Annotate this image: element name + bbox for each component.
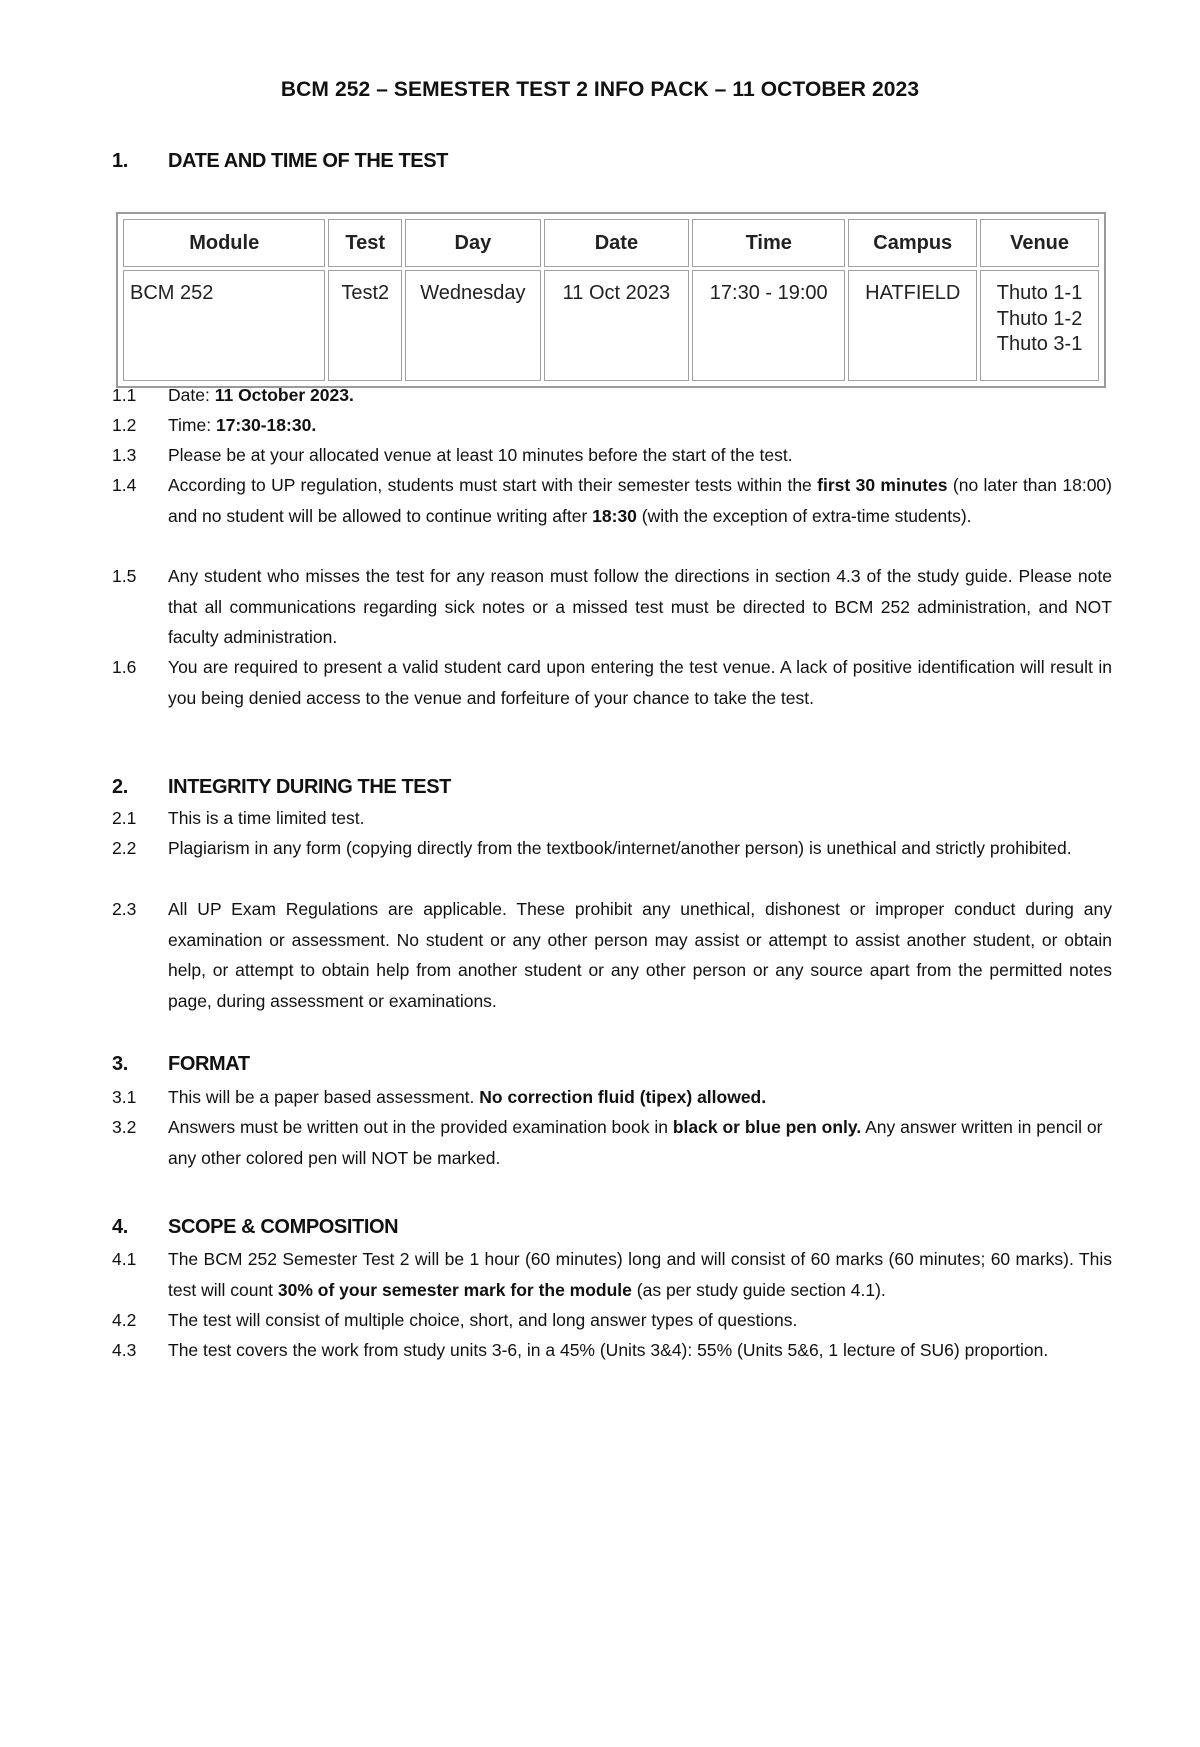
cell-venue: [980, 270, 1099, 381]
section-title: FORMAT: [168, 1053, 250, 1075]
item-number: 2.3: [112, 899, 137, 919]
item-1-6: [112, 652, 1112, 713]
item-text: All UP Exam Regulations are applicable. These prohibit any unethical, dishonest or improper conduct during any examination or assessment. No student or any other person may assist or attempt to assist another student, or obtain help, or attempt to obtain help from another student or any other person or any source apart from the permitted notes page, during assessment or examinations.: [168, 899, 1112, 1011]
cell-date: 11 Oct 2023: [544, 270, 689, 381]
document-title: BCM 252 – SEMESTER TEST 2 INFO PACK – 11 OCTOBER 2023: [280, 78, 920, 101]
table-row: [123, 270, 1099, 381]
item-2-2: [112, 833, 1112, 864]
section-number: 1.: [112, 150, 128, 172]
item-1-1: [112, 380, 1112, 411]
item-text: This is a time limited test.: [168, 808, 365, 828]
table-header-row: [123, 219, 1099, 267]
header-day: Day: [405, 219, 541, 267]
cell-day: Wednesday: [405, 270, 541, 381]
item-number: 2.2: [112, 838, 137, 858]
section-4-heading: [112, 1216, 398, 1239]
item-number: 1.1: [112, 385, 137, 405]
cell-test: Test2: [328, 270, 402, 381]
venue-line: Thuto 1-2: [996, 307, 1083, 330]
item-number: 4.1: [112, 1249, 137, 1269]
item-number: 2.1: [112, 808, 137, 828]
venue-line: Thuto 1-1: [996, 282, 1083, 304]
item-number: 1.5: [112, 566, 137, 586]
item-1-5: [112, 561, 1112, 653]
item-4-3: [112, 1335, 1112, 1366]
header-time: Time: [692, 219, 845, 267]
cell-campus: HATFIELD: [848, 270, 977, 381]
item-text: Date: 11 October 2023.: [168, 385, 354, 405]
item-text: The test covers the work from study units 3-6, in a 45% (Units 3&4): 55% (Units 5&6, 1 lecture of SU6) proportion.: [168, 1340, 1049, 1360]
item-text: This will be a paper based assessment. No correction fluid (tipex) allowed.: [168, 1087, 767, 1107]
cell-module: BCM 252: [123, 270, 325, 381]
item-text: Time: 17:30-18:30.: [168, 415, 317, 435]
item-number: 1.4: [112, 475, 137, 495]
header-venue: Venue: [980, 219, 1099, 267]
section-1-heading: [112, 150, 448, 173]
item-2-3: [112, 894, 1112, 1016]
item-number: 4.3: [112, 1340, 137, 1360]
section-3-heading: [112, 1053, 250, 1076]
item-3-2: [112, 1112, 1112, 1173]
venue-line: Thuto 3-1: [996, 333, 1083, 355]
section-number: 2.: [112, 776, 128, 798]
item-number: 3.2: [112, 1117, 137, 1137]
header-campus: Campus: [848, 219, 977, 267]
item-2-1: [112, 803, 1112, 834]
item-number: 1.6: [112, 657, 137, 677]
cell-time: 17:30 - 19:00: [692, 270, 845, 381]
schedule-table: [116, 212, 1106, 388]
section-title: DATE AND TIME OF THE TEST: [168, 150, 448, 172]
item-text: The test will consist of multiple choice, short, and long answer types of questions.: [168, 1310, 798, 1330]
item-4-1: [112, 1244, 1112, 1305]
section-title: SCOPE & COMPOSITION: [168, 1216, 399, 1238]
item-4-2: [112, 1305, 1112, 1336]
section-2-heading: [112, 776, 451, 799]
item-1-4: [112, 470, 1112, 531]
item-number: 3.1: [112, 1087, 137, 1107]
header-test: Test: [328, 219, 402, 267]
section-title: INTEGRITY DURING THE TEST: [168, 776, 451, 798]
item-3-1: [112, 1082, 1112, 1113]
section-number: 4.: [112, 1216, 128, 1238]
header-module: Module: [123, 219, 325, 267]
item-number: 4.2: [112, 1310, 137, 1330]
item-text: Please be at your allocated venue at least 10 minutes before the start of the test.: [168, 445, 793, 465]
item-text: According to UP regulation, students must start with their semester tests within the first 30 minutes (no later than 18:00) and no student will be allowed to continue writing after 18:30 (with the exception of extra-time students).: [168, 475, 1112, 526]
item-text: The BCM 252 Semester Test 2 will be 1 hour (60 minutes) long and will consist of 60 marks (60 minutes; 60 marks). This test will count 30% of your semester mark for the module (as per study guide section 4.1).: [168, 1249, 1112, 1300]
item-number: 1.2: [112, 415, 137, 435]
header-date: Date: [544, 219, 689, 267]
item-1-3: [112, 440, 1112, 471]
item-text: You are required to present a valid student card upon entering the test venue. A lack of positive identification will result in you being denied access to the venue and forfeiture of your chance to take the test.: [168, 657, 1112, 708]
item-text: Any student who misses the test for any reason must follow the directions in section 4.3 of the study guide. Please note that all communications regarding sick notes or a missed test must be directed to BCM 252 administration, and NOT faculty administration.: [168, 566, 1112, 647]
item-number: 1.3: [112, 445, 137, 465]
item-1-2: [112, 410, 1112, 441]
item-text: Plagiarism in any form (copying directly from the textbook/internet/another person) is unethical and strictly prohibited.: [168, 838, 1072, 858]
section-number: 3.: [112, 1053, 128, 1075]
item-text: Answers must be written out in the provided examination book in black or blue pen only. Any answer written in pencil or any other colored pen will NOT be marked.: [168, 1117, 1103, 1168]
